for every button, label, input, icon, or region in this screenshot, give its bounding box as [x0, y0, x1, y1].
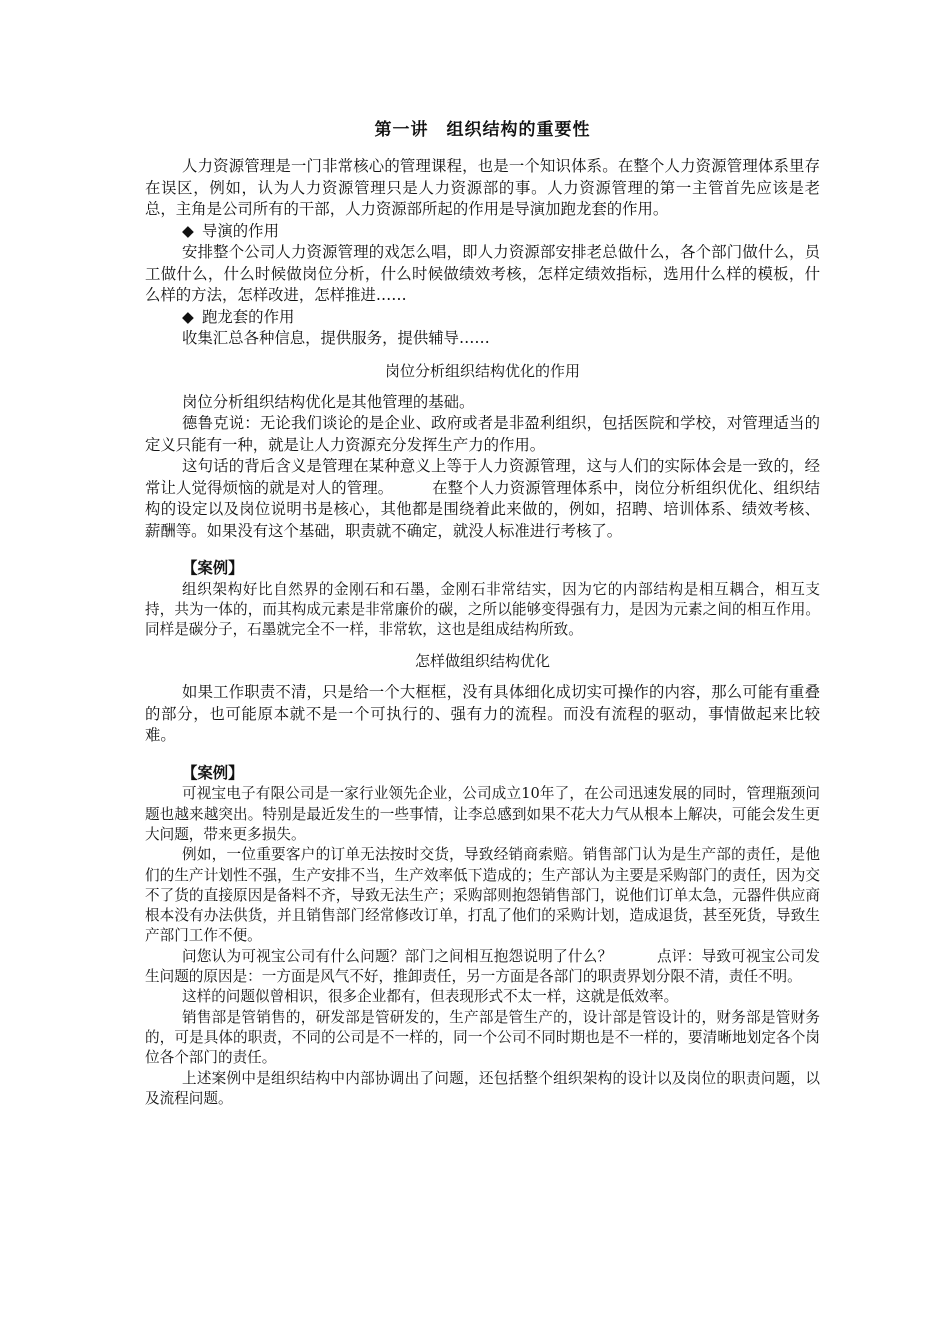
- bullet-support: [145, 307, 820, 329]
- section1-paragraph: 德鲁克说：无论我们谈论的是企业、政府或者是非盈利组织，包括医院和学校，对管理适当的定义只能有一种，就是让人力资源充分发挥生产力的作用。: [145, 414, 820, 454]
- case-paragraph: 组织架构好比自然界的金刚石和石墨，金刚石非常结实，因为它的内部结构是相互耦合，相互支持，共为一体的，而其构成元素是非常廉价的碳，之所以能够变得强有力，是因为元素之间的相互作用。同样是碳分子，石墨就完全不一样，非常软，这也是组成结构所致。: [145, 580, 820, 639]
- page-title: 第一讲 组织结构的重要性: [374, 120, 591, 140]
- document-page: [145, 118, 820, 1109]
- diamond-bullet-icon: ◆: [182, 221, 194, 240]
- case-label: 【案例】: [182, 763, 244, 782]
- section-heading: 怎样做组织结构优化: [414, 652, 550, 671]
- case-paragraph: 问您认为可视宝公司有什么问题？部门之间相互抱怨说明了什么？ 点评：导致可视宝公司发生问题的原因是：一方面是风气不好，推卸责任，另一方面是各部门的职责界划分限不清，责任不明。: [145, 947, 820, 986]
- section2-paragraph: 如果工作职责不清，只是给一个大框框，没有具体细化成切实可操作的内容，那么可能有重叠的部分，也可能原本就不是一个可执行的、强有力的流程。而没有流程的驱动，事情做起来比较难。: [145, 683, 820, 745]
- bullet-label: 导演的作用: [202, 221, 279, 240]
- case-paragraph: 例如，一位重要客户的订单无法按时交货，导致经销商索赔。销售部门认为是生产部的责任，是他们的生产计划性不强，生产安排不当，生产效率低下造成的；生产部认为主要是采购部门的责任，因为交不了货的直接原因是备料不齐，导致无法生产；采购部则抱怨销售部门，说他们订单太急，元器件供应商根本没有办法供货，并且销售部门经常修改订单，打乱了他们的采购计划，造成退货，甚至死货，导致生产部门工作不便。: [145, 846, 820, 945]
- diamond-bullet-icon: ◆: [182, 307, 194, 326]
- intro-paragraph: 人力资源管理是一门非常核心的管理课程，也是一个知识体系。在整个人力资源管理体系里存在误区，例如，认为人力资源管理只是人力资源部的事。人力资源管理的第一主管首先应该是老总，主角是公司所有的干部，人力资源部所起的作用是导演加跑龙套的作用。: [145, 157, 820, 218]
- bullet-director: [145, 221, 820, 243]
- case-label: 【案例】: [182, 559, 244, 577]
- case-paragraph: 可视宝电子有限公司是一家行业领先企业，公司成立10年了，在公司迅速发展的同时，管理瓶颈问题也越来越突出。特别是最近发生的一些事情，让李总感到如果不花大力气从根本上解决，可能会发生更大问题，带来更多损失。: [145, 785, 820, 843]
- case-paragraph: 上述案例中是组织结构中内部协调出了问题，还包括整个组织架构的设计以及岗位的职责问题，以及流程问题。: [145, 1069, 820, 1107]
- bullet-label: 跑龙套的作用: [202, 307, 295, 326]
- section1-paragraph: 这句话的背后含义是管理在某种意义上等于人力资源管理，这与人们的实际体会是一致的，经常让人觉得烦恼的就是对人的管理。 在整个人力资源管理体系中，岗位分析组织优化、组织结构的设定以及岗位说明书是核心，其他都是围绕着此来做的，例如，招聘、培训体系、绩效考核、薪酬等。如果没有这个基础，职责就不确定，就没人标准进行考核了。: [145, 457, 820, 540]
- case-paragraph: 销售部是管销售的，研发部是管研发的，生产部是管生产的，设计部是管设计的，财务部是管财务的，可是具体的职责，不同的公司是不一样的，同一个公司不同时期也是不一样的，要清晰地划定各个岗位各个部门的责任。: [145, 1008, 820, 1067]
- case-paragraph: 这样的问题似曾相识，很多企业都有，但表现形式不太一样，这就是低效率。: [182, 988, 679, 1006]
- director-paragraph: 安排整个公司人力资源管理的戏怎么唱，即人力资源部安排老总做什么，各个部门做什么，员工做什么，什么时候做岗位分析，什么时候做绩效考核，怎样定绩效指标，选用什么样的模板，什么样的方法，怎样改进，怎样推进……: [145, 243, 820, 304]
- support-paragraph: 收集汇总各种信息，提供服务，提供辅导……: [182, 329, 490, 347]
- section-heading: 岗位分析组织结构优化的作用: [384, 361, 580, 380]
- section1-paragraph: 岗位分析组织结构优化是其他管理的基础。: [182, 392, 475, 411]
